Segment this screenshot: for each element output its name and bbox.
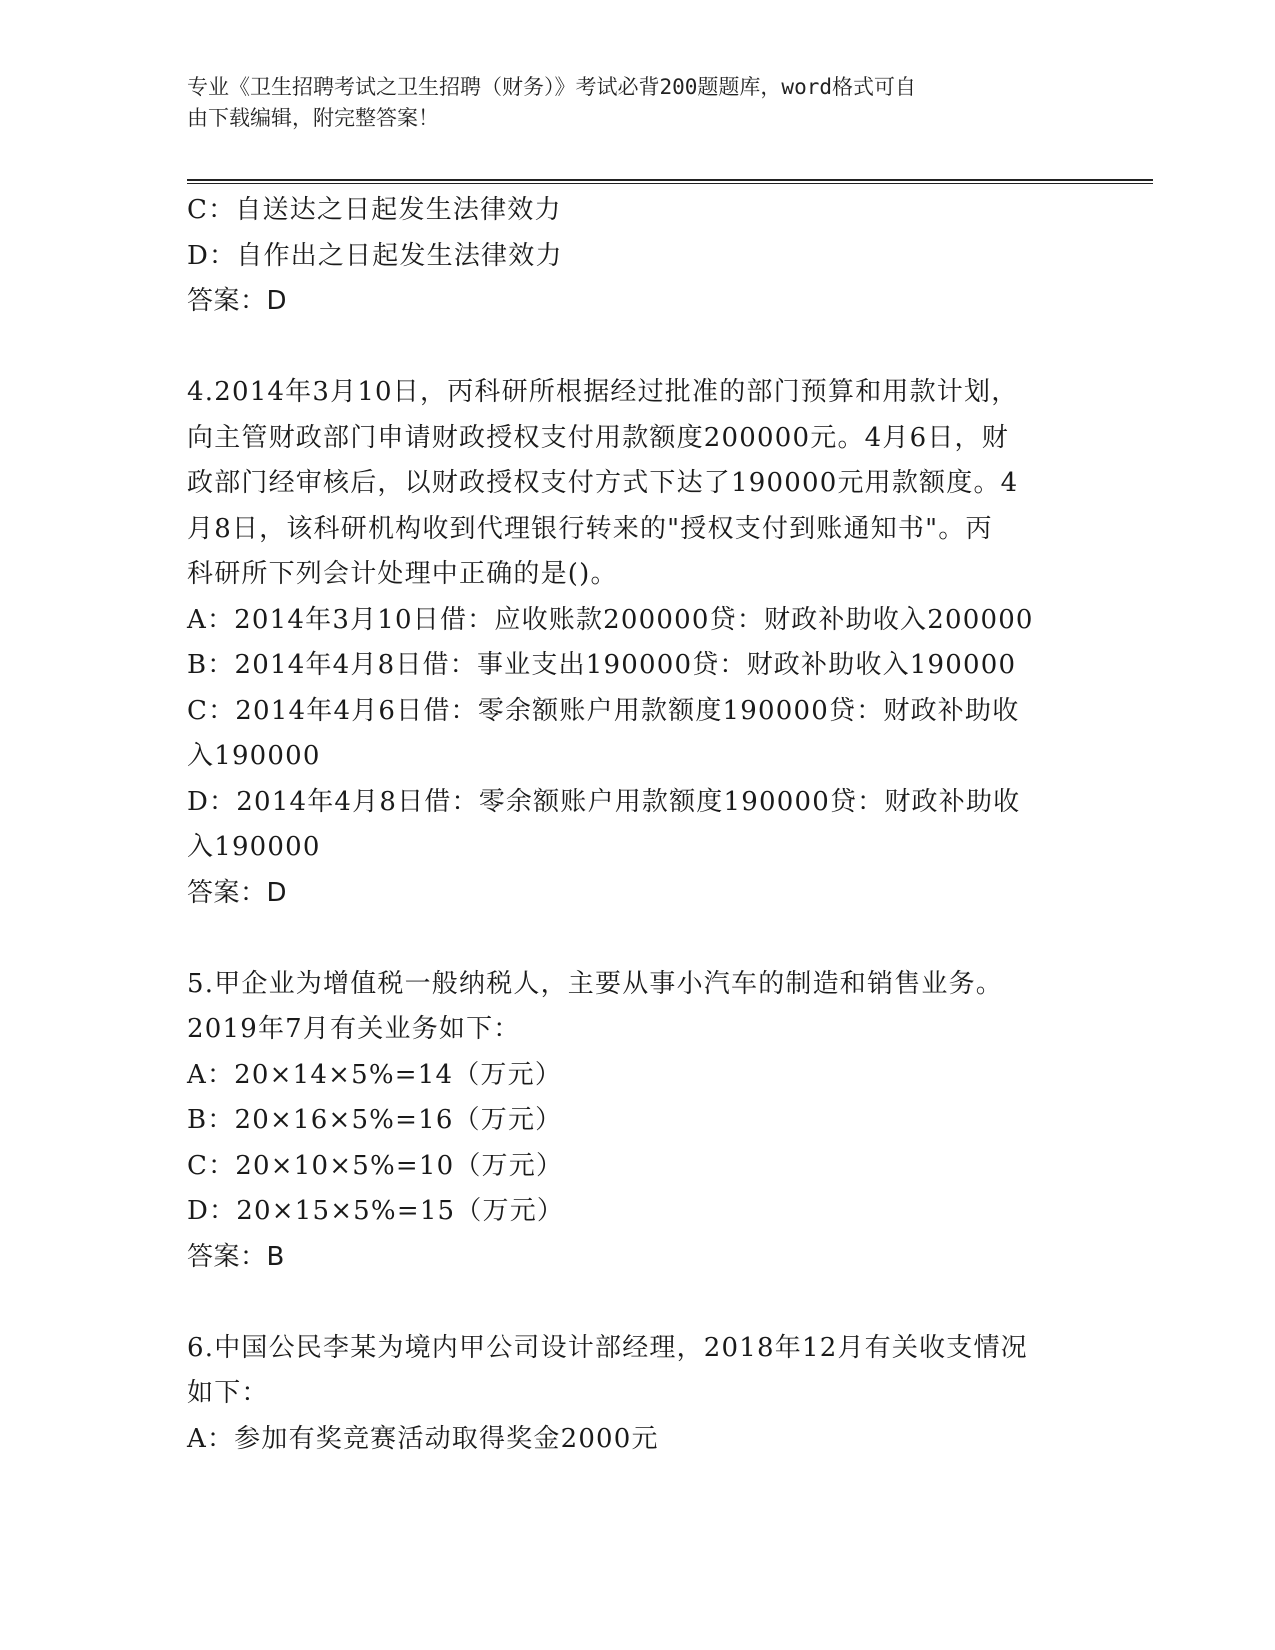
q4-stem-line-4: 月8日，该科研机构收到代理银行转来的"授权支付到账通知书"。丙 [187, 513, 993, 544]
q6-stem-line-1: 6.中国公民李某为境内甲公司设计部经理，2018年12月有关收支情况 [187, 1332, 1028, 1363]
question-content [187, 188, 1087, 1462]
q5-answer: 答案：B [187, 1241, 285, 1272]
q4-option-d-line-1: D：2014年4月8日借：零余额账户用款额度190000贷：财政补助收 [187, 786, 1021, 817]
q5-option-a: A：20×14×5%=14（万元） [187, 1059, 563, 1090]
document-header [187, 72, 1067, 134]
q4-stem-line-2: 向主管财政部门申请财政授权支付用款额度200000元。4月6日，财 [187, 422, 1009, 453]
spacer [187, 325, 1087, 371]
header-line-2: 由下载编辑，附完整答案！ [187, 106, 439, 130]
q3-option-d: D：自作出之日起发生法律效力 [187, 240, 563, 271]
q5-option-c: C：20×10×5%=10（万元） [187, 1150, 564, 1181]
q4-option-c-line-1: C：2014年4月6日借：零余额账户用款额度190000贷：财政补助收 [187, 695, 1020, 726]
q3-option-c: C：自送达之日起发生法律效力 [187, 195, 562, 225]
q4-stem-line-3: 政部门经审核后，以财政授权支付方式下达了190000元用款额度。4 [187, 468, 1019, 498]
header-line-1: 专业《卫生招聘考试之卫生招聘（财务）》考试必背200题题库，word格式可自 [187, 75, 916, 99]
q4-option-c-line-2: 入190000 [187, 741, 321, 771]
spacer [187, 1280, 1087, 1326]
q4-stem-line-1: 4.2014年3月10日，丙科研所根据经过批准的部门预算和用款计划， [187, 377, 1019, 407]
header-rule-thick [187, 179, 1153, 181]
q5-option-d: D：20×15×5%=15（万元） [187, 1196, 565, 1226]
q5-stem-line-2: 2019年7月有关业务如下： [187, 1014, 521, 1044]
header-rule-thin [187, 183, 1153, 184]
q5-stem-line-1: 5.甲企业为增值税一般纳税人，主要从事小汽车的制造和销售业务。 [187, 968, 1004, 999]
q4-option-a: A：2014年3月10日借：应收账款200000贷：财政补助收入200000 [187, 604, 1034, 635]
q4-option-d-line-2: 入190000 [187, 832, 321, 862]
spacer [187, 916, 1087, 962]
q6-stem-line-2: 如下： [187, 1378, 269, 1408]
q4-option-b: B：2014年4月8日借：事业支出190000贷：财政补助收入190000 [187, 650, 1017, 680]
q6-option-a: A：参加有奖竞赛活动取得奖金2000元 [187, 1423, 659, 1454]
q3-answer: 答案：D [187, 286, 288, 316]
q4-stem-line-5: 科研所下列会计处理中正确的是()。 [187, 559, 618, 589]
q5-option-b: B：20×16×5%=16（万元） [187, 1105, 563, 1135]
q4-answer: 答案：D [187, 877, 288, 908]
